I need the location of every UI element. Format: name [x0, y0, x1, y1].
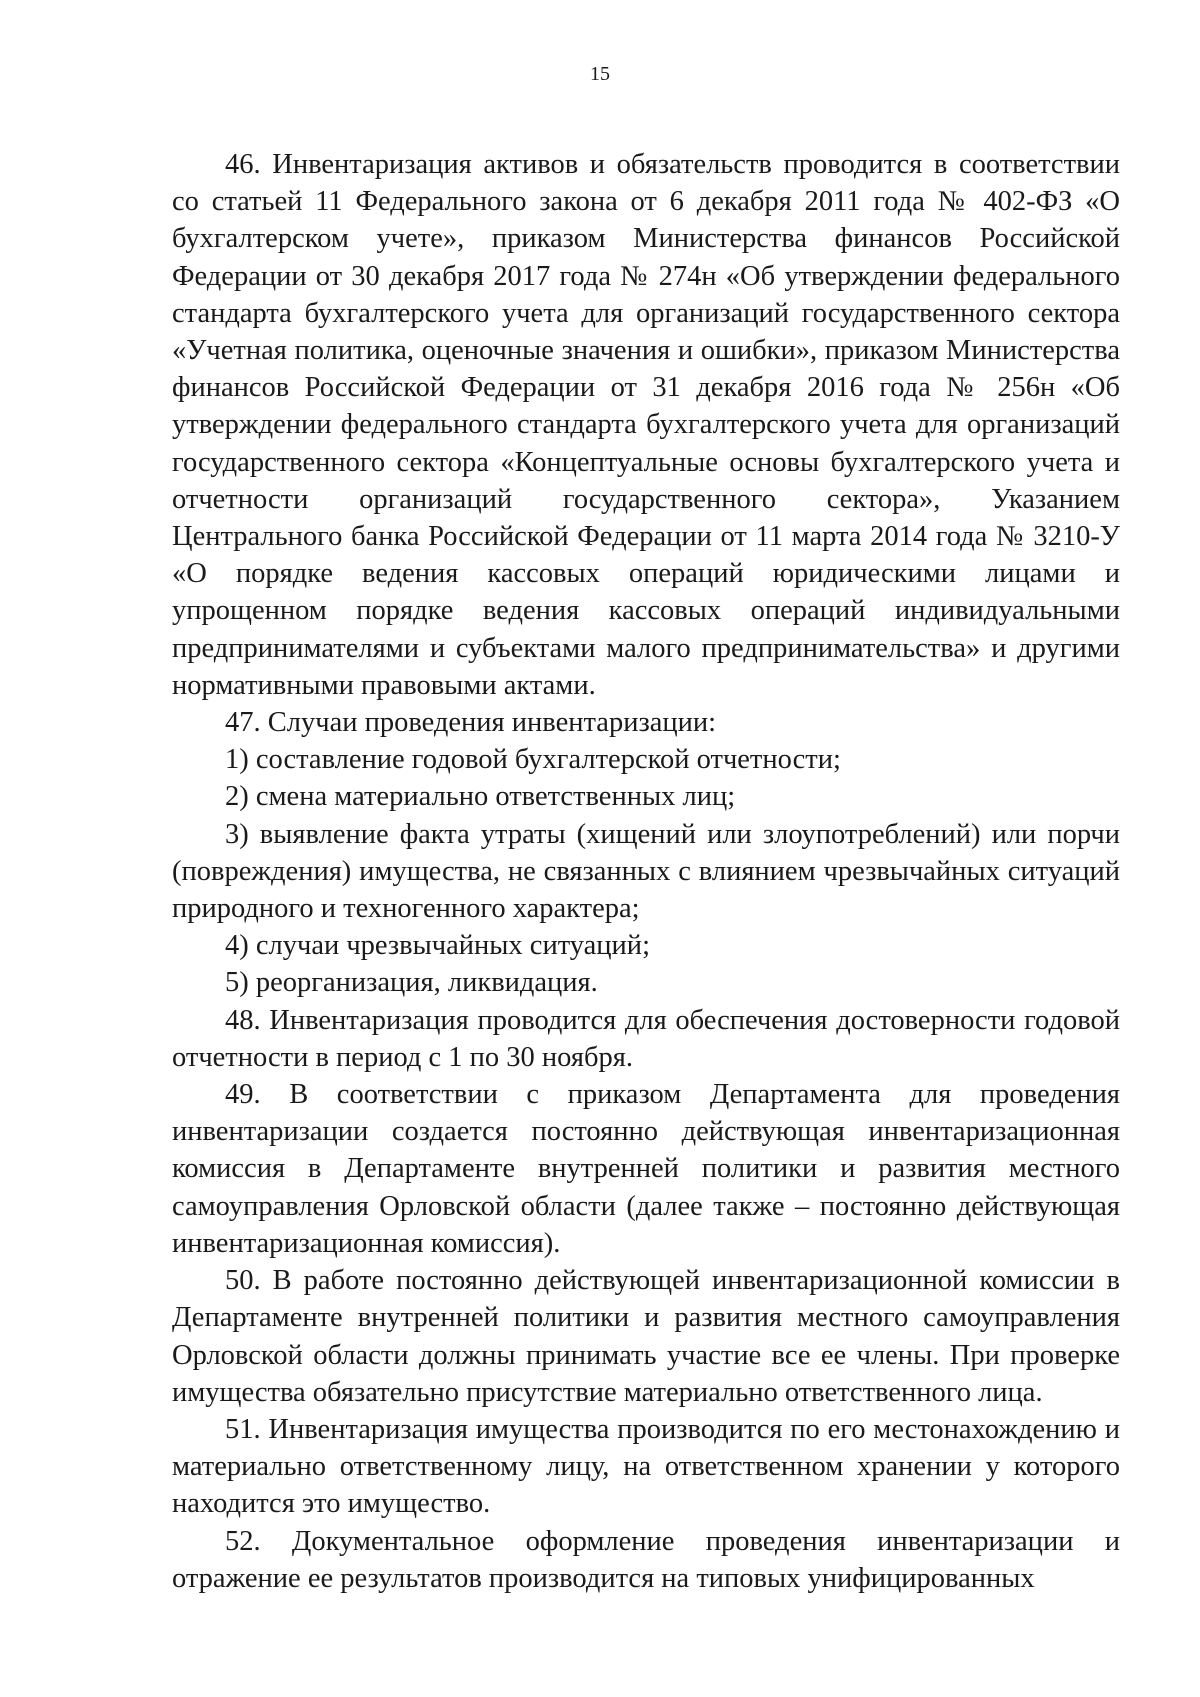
paragraph-50: 50. В работе постоянно действующей инвентаризационной комиссии в Департаменте внутренней политики и развития местного самоуправления Орловской области должны принимать участие все ее члены. При проверке имущества обязательно присутствие материально ответственного лица. — [172, 1265, 1120, 1408]
list-item-5: 5) реорганизация, ликвидация. — [225, 967, 598, 999]
list-item-1: 1) составление годовой бухгалтерской отчетности; — [225, 744, 841, 776]
paragraph-47: 47. Случаи проведения инвентаризации: — [225, 707, 717, 739]
page-number: 15 — [590, 63, 610, 85]
list-item-2: 2) смена материально ответственных лиц; — [225, 781, 736, 813]
document-body — [172, 146, 1120, 1597]
paragraph-51: 51. Инвентаризация имущества производится по его местонахождению и материально ответственному лицу, на ответственном хранении у которого находится это имущество. — [172, 1413, 1120, 1520]
paragraph-46: 46. Инвентаризация активов и обязательств проводится в соответствии со статьей 11 Федерального закона от 6 декабря 2011 года № 402-ФЗ «О бухгалтерском учете», приказом Министерства финансов Российской Федерации от 30 декабря 2017 года № 274н «Об утверждении федерального стандарта бухгалтерского учета для организаций государственного сектора «Учетная политика, оценочные значения и ошибки», приказом Министерства финансов Российской Федерации от 31 декабря 2016 года № 256н «Об утверждении федерального стандарта бухгалтерского учета для организаций государственного сектора «Концептуальные основы бухгалтерского учета и отчетности организаций государственного сектора», Указанием Центрального банка Российской Федерации от 11 марта 2014 года № 3210-У «О порядке ведения кассовых операций юридическими лицами и упрощенном порядке ведения кассовых операций индивидуальными предпринимателями и субъектами малого предпринимательства» и другими нормативными правовыми актами. — [172, 149, 1120, 701]
paragraph-52: 52. Документальное оформление проведения инвентаризации и отражение ее результатов производится на типовых унифицированных — [172, 1525, 1120, 1594]
list-item-4: 4) случаи чрезвычайных ситуаций; — [225, 930, 650, 962]
paragraph-49: 49. В соответствии с приказом Департамента для проведения инвентаризации создается постоянно действующая инвентаризационная комиссия в Департаменте внутренней политики и развития местного самоуправления Орловской области (далее также – постоянно действующая инвентаризационная комиссия). — [172, 1079, 1120, 1259]
list-item-3: 3) выявление факта утраты (хищений или злоупотреблений) или порчи (повреждения) имущества, не связанных с влиянием чрезвычайных ситуаций природного и техногенного характера; — [172, 818, 1120, 925]
paragraph-48: 48. Инвентаризация проводится для обеспечения достоверности годовой отчетности в период с 1 по 30 ноября. — [172, 1004, 1120, 1073]
